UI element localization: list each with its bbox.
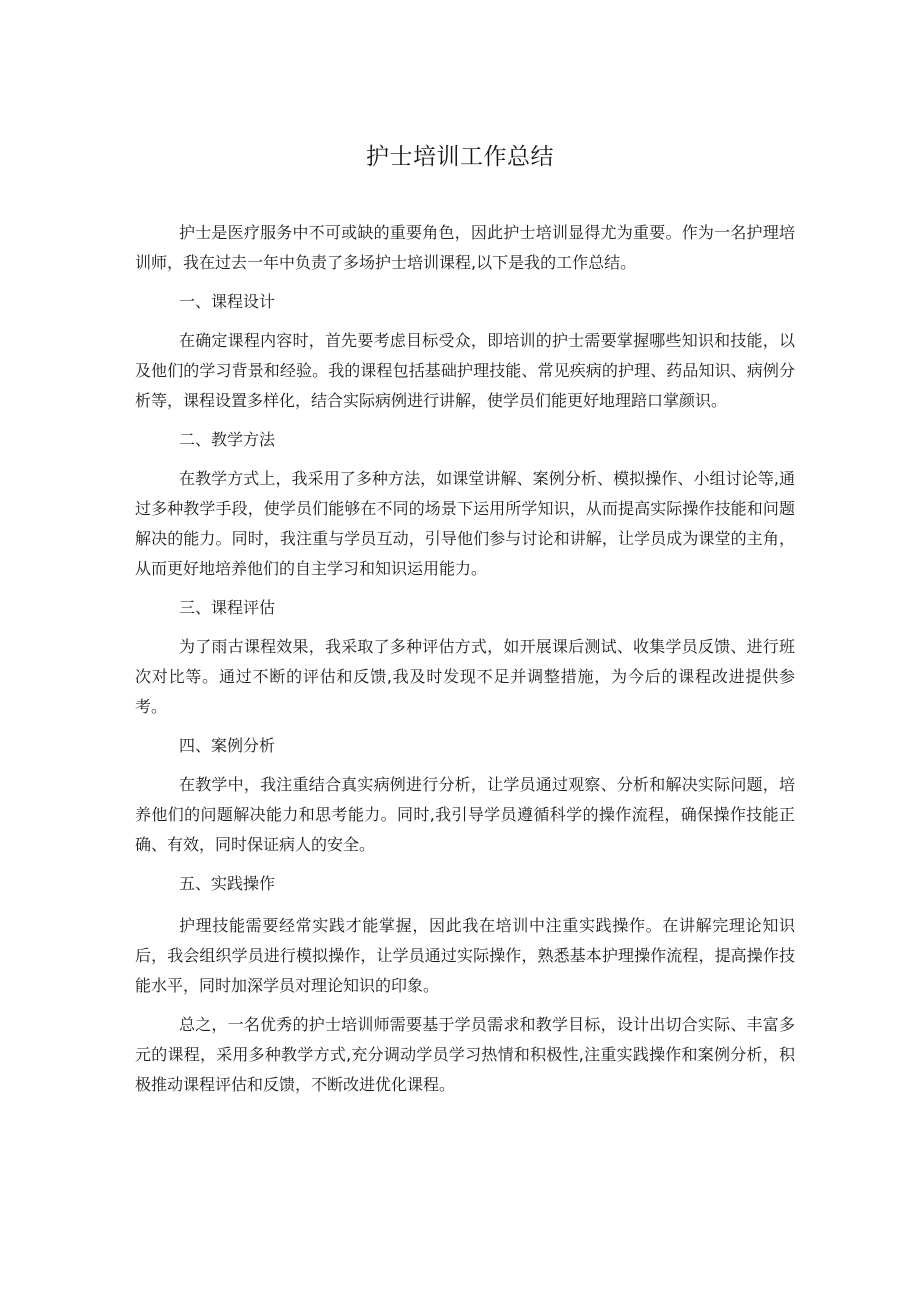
section-heading-course-design: 一、课程设计 [179, 292, 276, 311]
document-title: 护士培训工作总结 [366, 144, 554, 170]
section-body-practice: 护理技能需要经常实践才能掌握，因此我在培训中注重实践操作。在讲解完理论知识后，我会组织学员进行模拟操作，让学员通过实际操作，熟悉基本护理操作流程，提高操作技能水平，同时加深学员对理论知识的印象。 [135, 916, 795, 995]
section-heading-course-evaluation: 三、课程评估 [179, 598, 276, 617]
section-heading-teaching-methods: 二、教学方法 [179, 430, 276, 449]
section-body-course-design: 在确定课程内容时，首先要考虑目标受众，即培训的护士需要掌握哪些知识和技能，以及他们的学习背景和经验。我的课程包括基础护理技能、常见疾病的护理、药品知识、病例分析等，课程设置多样化，结合实际病例进行讲解，使学员们能更好地理踣口掌颜识。 [135, 331, 795, 410]
conclusion-paragraph: 总之，一名优秀的护士培训师需要基于学员需求和教学目标，设计出切合实际、丰富多元的课程，采用多种教学方式,充分调动学员学习热情和积极性,注重实践操作和案例分析，积极推动课程评估和反馈，不断改进优化课程。 [135, 1015, 795, 1094]
section-body-course-evaluation: 为了雨古课程效果，我采取了多种评估方式，如开展课后测试、收集学员反馈、进行班次对比等。通过不断的评估和反馈,我及时发现不足并调整措施，为今后的课程改进提供参考。 [135, 637, 795, 716]
document-body [135, 218, 795, 1109]
section-body-case-analysis: 在教学中，我注重结合真实病例进行分析，让学员通过观察、分析和解决实际问题，培养他们的问题解决能力和思考能力。同时,我引导学员遵循科学的操作流程，确保操作技能正确、有效，同时保证病人的安全。 [135, 775, 795, 854]
section-heading-practice: 五、实践操作 [179, 874, 276, 893]
section-body-teaching-methods: 在教学方式上，我采用了多种方法，如课堂讲解、案例分析、模拟操作、小组讨论等,通过多种教学手段，使学员们能够在不同的场景下运用所学知识，从而提高实际操作技能和问题解决的能力。同时，我注重与学员互动，引导他们参与讨论和讲解，让学员成为课堂的主角，从而更好地培养他们的自主学习和知识运用能力。 [135, 469, 795, 578]
section-heading-case-analysis: 四、案例分析 [179, 736, 276, 755]
intro-paragraph: 护士是医疗服务中不可或缺的重要角色，因此护士培训显得尤为重要。作为一名护理培训师，我在过去一年中负责了多场护士培训课程,以下是我的工作总结。 [135, 223, 795, 272]
